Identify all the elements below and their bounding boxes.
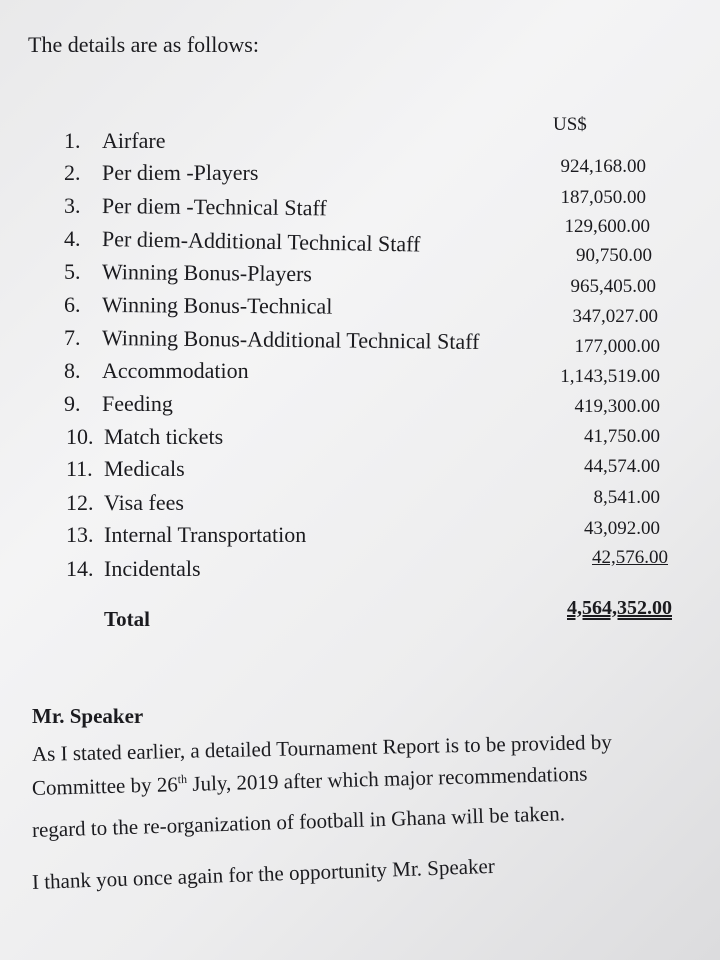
item-amount: 42,576.00 [592, 547, 668, 568]
item-number: 11. [66, 456, 93, 481]
item-amount: 41,750.00 [584, 426, 660, 447]
item-number: 9. [64, 391, 81, 416]
intro-heading: The details are as follows: [28, 32, 259, 57]
item-amount: 419,300.00 [574, 396, 660, 417]
closing-line-1: As I stated earlier, a detailed Tournament Report is to be provided by [31, 729, 613, 766]
item-amount: 347,027.00 [572, 306, 658, 327]
item-number: 7. [64, 325, 81, 350]
closing-line-4: I thank you once again for the opportunity Mr. Speaker [31, 853, 496, 894]
closing-line-3: regard to the re-organization of football in Ghana will be taken. [31, 801, 566, 842]
item-amount: 1,143,519.00 [560, 366, 660, 387]
item-amount: 8,541.00 [593, 487, 660, 508]
item-label: Accommodation [102, 358, 249, 383]
salutation: Mr. Speaker [32, 704, 144, 728]
item-number: 14. [66, 556, 94, 581]
item-label: Per diem -Players [102, 160, 259, 185]
item-number: 3. [64, 193, 81, 218]
item-label: Feeding [102, 391, 173, 416]
item-number: 2. [64, 160, 81, 185]
item-label: Incidentals [104, 556, 201, 581]
item-label: Match tickets [104, 424, 224, 449]
item-number: 12. [66, 490, 94, 515]
item-label: Internal Transportation [104, 522, 307, 547]
item-label: Airfare [102, 128, 166, 153]
item-number: 13. [66, 522, 94, 547]
item-amount: 924,168.00 [560, 156, 646, 177]
item-label: Medicals [104, 456, 185, 481]
item-number: 5. [64, 259, 81, 284]
item-amount: 90,750.00 [576, 245, 652, 266]
item-label: Winning Bonus-Additional Technical Staff [101, 325, 480, 354]
item-number: 1. [64, 128, 81, 153]
item-number: 6. [64, 292, 81, 317]
currency-header: US$ [553, 114, 587, 135]
item-amount: 43,092.00 [584, 518, 660, 539]
total-label: Total [104, 607, 150, 631]
item-number: 10. [66, 424, 94, 449]
total-amount: 4,564,352.00 [567, 597, 672, 619]
item-label: Winning Bonus-Technical [101, 292, 333, 319]
item-label: Per diem -Technical Staff [101, 193, 327, 221]
item-amount: 177,000.00 [574, 336, 660, 357]
closing-line-2: Committee by 26th July, 2019 after which major recommendations [31, 761, 588, 800]
item-amount: 44,574.00 [584, 456, 660, 477]
item-label: Per diem-Additional Technical Staff [101, 226, 421, 257]
item-label: Visa fees [104, 490, 184, 515]
item-number: 4. [64, 226, 81, 251]
item-amount: 187,050.00 [560, 187, 646, 208]
item-number: 8. [64, 358, 81, 383]
item-amount: 129,600.00 [564, 216, 650, 237]
item-amount: 965,405.00 [570, 276, 656, 297]
item-label: Winning Bonus-Players [101, 259, 313, 287]
